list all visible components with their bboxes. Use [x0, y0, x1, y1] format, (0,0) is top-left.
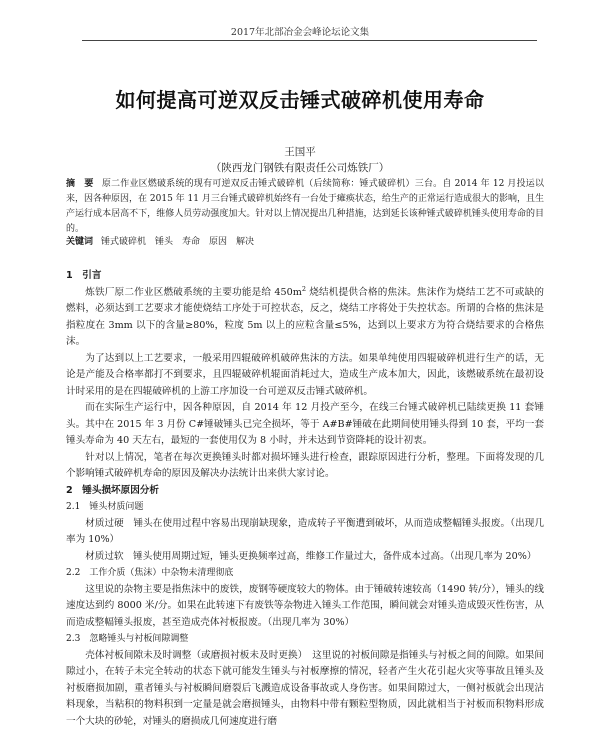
paragraph: 而在实际生产运行中，因各种原因，自 2014 年 12 月投产至今，在线三台锤式破碎机已陆续更换 11 套锤头。其中在 2015 年 3 月份 C#锤破锤头已完全损坏，等于 A#B#锤破在此期间使用锤头得到 10 套，平均一套锤头寿命为 40 天左右，最短的一套使用仅为 8 小时，并未达到节资降耗的设计初衷。 — [66, 402, 544, 446]
subsection-heading: 2.1 锤头材质问题 — [66, 502, 144, 512]
subsection-heading: 2.2 工作介质（焦沫）中杂物未清理彻底 — [66, 568, 234, 578]
paragraph: 针对以上情况，笔者在每次更换锤头时都对损坏锤头进行检查，跟踪原因进行分析，整理。下面将发现的几个影响锤式破碎机寿命的原因及解决办法统计出来供大家讨论。 — [66, 451, 544, 479]
paragraph: 炼铁厂原二作业区燃破系统的主要功能是给 $450m^2$ 烧结机提供合格的焦沫。焦沫作为烧结工艺不可或缺的燃料，必须达到工艺要求才能使烧结工序处于可控状态，反之，烧结工序将处于失控状态。所谓的合格的焦沫是指粒度在 3mm 以下的含量≥80%，粒度 5m 以上的应粒含量≤5%，达到以上要求方为符合烧结要求的合格焦沫。 — [66, 284, 544, 347]
paragraph: 材质过硬 锤头在使用过程中容易出现崩缺现象，造成转子平衡遭到破坏，从而造成整幅锤头报废。（出现几率为 10%） — [66, 517, 544, 545]
paragraph: 壳体衬板间隙未及时调整（或磨损衬板未及时更换） 这里说的衬板间隙是指锤头与衬板之间的间隙。如果间隙过小，在转子未完全转动的状态下就可能发生锤头与衬板摩擦的情况，轻者产生火花引起火灾等事故且锤头及衬板磨损加剧，重者锤头与衬板瞬间磨裂后飞溅造成设备事故或人身伤害。如果间隙过大，一侧衬板就会出现沾料现象，当粘积的物料积到一定量是就会磨损锤头，由物料中带有颗粒型物质，因此就相当于衬板而积物料形成一个大块的砂轮，对锤头的磨损成几何速度进行磨 — [66, 649, 544, 727]
subsection-heading: 2.3 忽略锤头与衬板间隙调整 — [66, 634, 189, 644]
author-name: 王国平 — [284, 146, 316, 158]
abstract-text: 原二作业区燃破系统的现有可逆双反击锤式破碎机（后续简称：锤式破碎机）三台。自 2014 年 12 月投运以来，因各种原因，在 2015 年 11 月三台锤式破碎机始终有一台处于瘫痪状态，给生产的正常运行造成很大的影响，且生产运行成本居高不下，维修人员劳动强度加大。针对以上情况提出几种措施，达到延长该种锤式破碎机锤头使用寿命的目的。 — [66, 179, 544, 234]
section-heading-cause-analysis: 2 锤头损坏原因分析 — [66, 484, 160, 496]
body-text — [66, 268, 544, 730]
running-header: 2017年北部冶金会峰论坛论文集 — [230, 27, 370, 38]
keywords-label: 关键词 — [66, 237, 94, 247]
abstract-label: 摘 要 — [66, 179, 94, 189]
section-heading-introduction: 1 引言 — [66, 270, 102, 281]
paragraph: 材质过软 锤头使用周期过短，锤头更换频率过高，维修工作量过大，备件成本过高。（出现几率为 20%） — [85, 550, 537, 562]
paper-title: 如何提高可逆双反击锤式破碎机使用寿命 — [115, 88, 485, 112]
header-rule — [82, 40, 537, 41]
paragraph: 这里说的杂物主要是指焦沫中的废铁，废钢等硬度较大的物体。由于锤破转速较高（1490 转/分），锤头的线速度达到约 8000 米/分。如果在此转速下有废铁等杂物进入锤头工作范围，瞬间就会对锤头造成毁灭性伤害，从而造成整幅锤头报废，甚至造成壳体衬板报废。（出现几率为 30%） — [66, 583, 544, 628]
keywords-text: 锤式破碎机 锤头 寿命 原因 解决 — [101, 237, 255, 247]
paragraph: 为了达到以上工艺要求，一般采用四辊破碎机破碎焦沫的方法。如果单纯使用四辊破碎机进行生产的话，无论是产能及合格率都打不到要求，且四辊破碎机辊面消耗过大，造成生产成本加大，因此，该燃破系统在最初设计时采用的是在四辊破碎机的上游工序加设一台可逆双反击锤式破碎机。 — [66, 352, 544, 397]
abstract — [66, 177, 544, 237]
author-affiliation: （陕西龙门钢铁有限责任公司炼铁厂） — [210, 162, 390, 174]
keywords — [66, 234, 544, 251]
